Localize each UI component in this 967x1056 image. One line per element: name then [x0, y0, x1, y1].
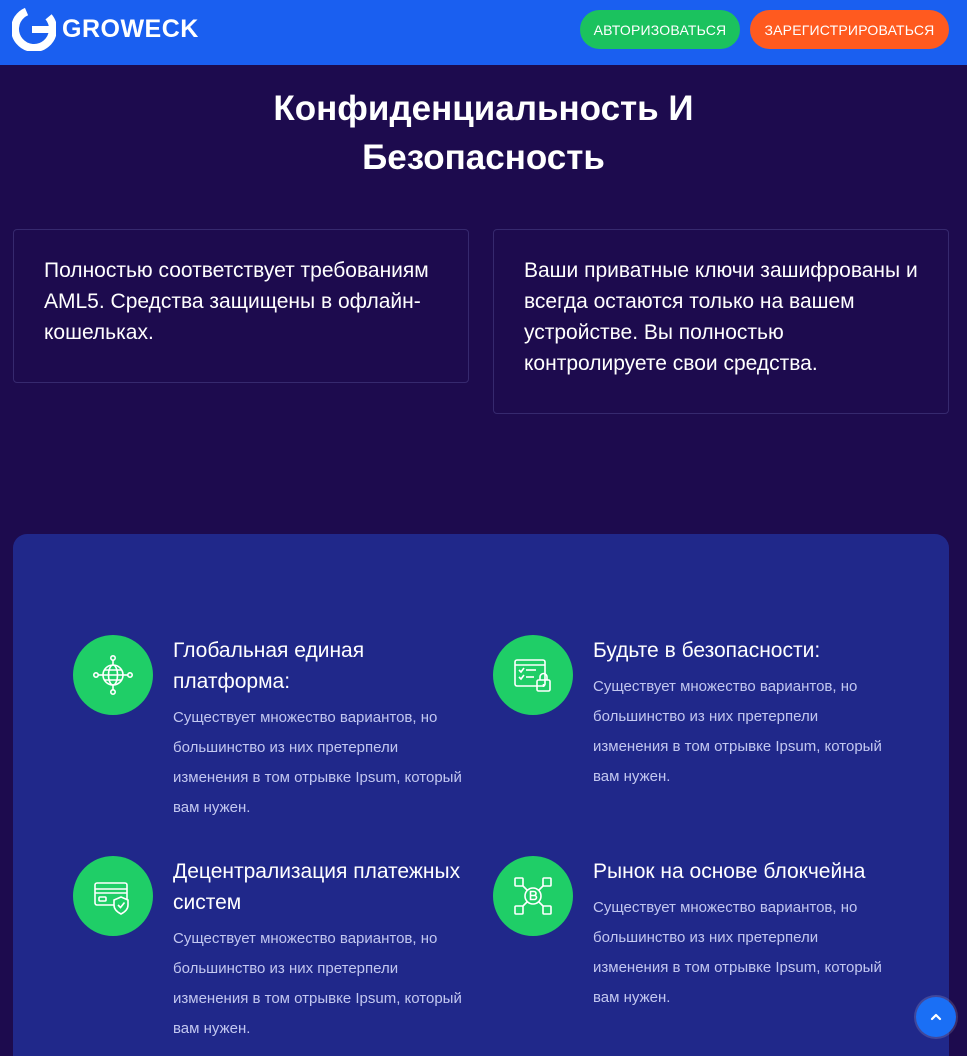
features-panel	[13, 534, 949, 1056]
logo-text: GROWECK	[62, 14, 199, 43]
card-shield-icon	[73, 856, 153, 936]
feature-text: Существует множество вариантов, но большинство из них претерпели изменения в том отрывке Ipsum, который вам нужен.	[173, 930, 462, 1037]
chevron-up-icon	[928, 1009, 944, 1025]
login-button[interactable]: АВТОРИЗОВАТЬСЯ	[580, 10, 740, 49]
section-title-line1: Конфиденциальность И	[273, 89, 694, 128]
logo-g-icon	[12, 7, 56, 51]
feature-title: Глобальная единая платформа:	[173, 639, 365, 693]
feature-text: Существует множество вариантов, но большинство из них претерпели изменения в том отрывке Ipsum, который вам нужен.	[593, 899, 882, 1006]
secure-checklist-icon	[493, 635, 573, 715]
section-title-line2: Безопасность	[362, 138, 605, 177]
feature-text: Существует множество вариантов, но большинство из них претерпели изменения в том отрывке Ipsum, который вам нужен.	[173, 709, 462, 816]
section-title	[0, 84, 967, 182]
feature-title: Децентрализация платежных систем	[173, 860, 461, 914]
globe-network-icon	[73, 635, 153, 715]
logo[interactable]	[12, 7, 199, 51]
info-card-private-keys: Ваши приватные ключи зашифрованы и всегда остаются только на вашем устройстве. Вы полностью контролируете свои средства.	[493, 229, 949, 414]
blockchain-bitcoin-icon	[493, 856, 573, 936]
info-card-aml: Полностью соответствует требованиям AML5. Средства защищены в офлайн-кошельках.	[13, 229, 469, 383]
feature-text: Существует множество вариантов, но большинство из них претерпели изменения в том отрывке Ipsum, который вам нужен.	[593, 678, 882, 785]
register-button[interactable]: ЗАРЕГИСТРИРОВАТЬСЯ	[750, 10, 949, 49]
feature-title: Рынок на основе блокчейна	[593, 860, 866, 883]
site-header	[0, 0, 967, 65]
scroll-to-top-button[interactable]	[916, 997, 956, 1037]
feature-title: Будьте в безопасности:	[593, 639, 821, 662]
